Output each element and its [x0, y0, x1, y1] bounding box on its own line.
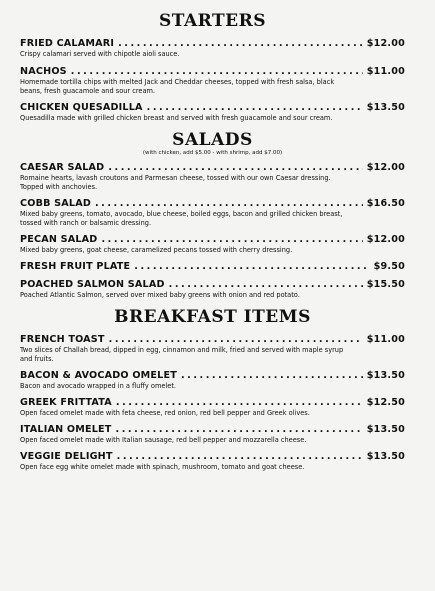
menu-item: [20, 198, 405, 228]
item-description: Two slices of Challah bread, dipped in egg, cinnamon and milk, fried and served with maple syrup and fruits.: [20, 346, 344, 363]
section-breakfast-items: [20, 306, 405, 472]
item-name: POACHED SALMON SALAD: [20, 279, 165, 290]
item-description: Mixed baby greens, tomato, avocado, blue cheese, boiled eggs, bacon and grilled chicken breast, tossed with ranch or balsamic dressing.: [20, 210, 343, 227]
section-title: SALADS: [172, 130, 253, 150]
dot-leader: [108, 162, 362, 174]
menu-item: [20, 261, 405, 273]
item-description: Mixed baby greens, goat cheese, caramelized pecans tossed with cherry dressing.: [20, 246, 293, 254]
item-name: NACHOS: [20, 66, 67, 77]
item-description: Romaine hearts, lavash croutons and Parmesan cheese, tossed with our own Caesar dressing. Topped with anchovies.: [20, 174, 331, 191]
menu-item: [20, 370, 405, 391]
item-name: CAESAR SALAD: [20, 162, 105, 173]
menu-item: [20, 397, 405, 418]
menu-item: [20, 102, 405, 123]
dot-leader: [169, 279, 363, 291]
dot-leader: [116, 424, 363, 436]
menu-item: [20, 451, 405, 472]
item-name: CHICKEN QUESADILLA: [20, 102, 143, 113]
item-description: Crispy calamari served with chipotle aioli sauce.: [20, 50, 180, 58]
menu-item: [20, 38, 405, 59]
item-name: PECAN SALAD: [20, 234, 98, 245]
item-price: $11.00: [366, 66, 405, 77]
section-note: (with chicken, add $5.00 - with shrimp, add $7.00): [142, 150, 283, 156]
dot-leader: [118, 38, 363, 50]
item-name: GREEK FRITTATA: [20, 397, 112, 408]
section-title: BREAKFAST ITEMS: [114, 307, 311, 327]
item-name: BACON & AVOCADO OMELET: [20, 370, 177, 381]
menu-item: [20, 424, 405, 445]
item-description: Open faced omelet made with feta cheese, red onion, red bell pepper and Greek olives.: [20, 409, 310, 417]
dot-leader: [117, 451, 363, 463]
item-price: $11.00: [366, 334, 405, 345]
menu-item: [20, 334, 405, 364]
dot-leader: [109, 334, 363, 346]
item-name: ITALIAN OMELET: [20, 424, 112, 435]
dot-leader: [71, 66, 363, 78]
item-name: COBB SALAD: [20, 198, 91, 209]
dot-leader: [134, 261, 369, 273]
menu-item: [20, 162, 405, 192]
item-price: $12.00: [366, 162, 405, 173]
section-salads: [20, 129, 405, 300]
item-name: FRESH FRUIT PLATE: [20, 261, 131, 272]
section-starters: [20, 10, 405, 123]
dot-leader: [101, 234, 362, 246]
item-price: $12.00: [366, 234, 405, 245]
item-price: $9.50: [373, 261, 405, 272]
item-description: Quesadilla made with grilled chicken breast and served with fresh guacamole and sour cream.: [20, 114, 333, 122]
item-price: $13.50: [366, 102, 405, 113]
item-price: $12.50: [366, 397, 405, 408]
dot-leader: [181, 370, 363, 382]
item-description: Bacon and avocado wrapped in a fluffy omelet.: [20, 382, 177, 390]
dot-leader: [95, 198, 363, 210]
dot-leader: [116, 397, 363, 409]
menu-item: [20, 234, 405, 255]
item-price: $12.00: [366, 38, 405, 49]
item-description: Open faced omelet made with Italian sausage, red bell pepper and mozzarella cheese.: [20, 436, 307, 444]
item-price: $13.50: [366, 370, 405, 381]
item-name: VEGGIE DELIGHT: [20, 451, 113, 462]
item-name: FRIED CALAMARI: [20, 38, 115, 49]
item-name: FRENCH TOAST: [20, 334, 105, 345]
item-price: $15.50: [366, 279, 405, 290]
section-title: STARTERS: [158, 11, 267, 31]
dot-leader: [147, 102, 363, 114]
menu-item: [20, 279, 405, 300]
item-price: $13.50: [366, 424, 405, 435]
item-description: Homemade tortilla chips with melted Jack and Cheddar cheeses, topped with fresh salsa, black beans, fresh guacamole and sour cream.: [20, 78, 335, 95]
item-price: $16.50: [366, 198, 405, 209]
item-price: $13.50: [366, 451, 405, 462]
item-description: Poached Atlantic Salmon, served over mixed baby greens with onion and red potato.: [20, 291, 300, 299]
item-description: Open face egg white omelet made with spinach, mushroom, tomato and goat cheese.: [20, 463, 305, 471]
menu-item: [20, 66, 405, 96]
